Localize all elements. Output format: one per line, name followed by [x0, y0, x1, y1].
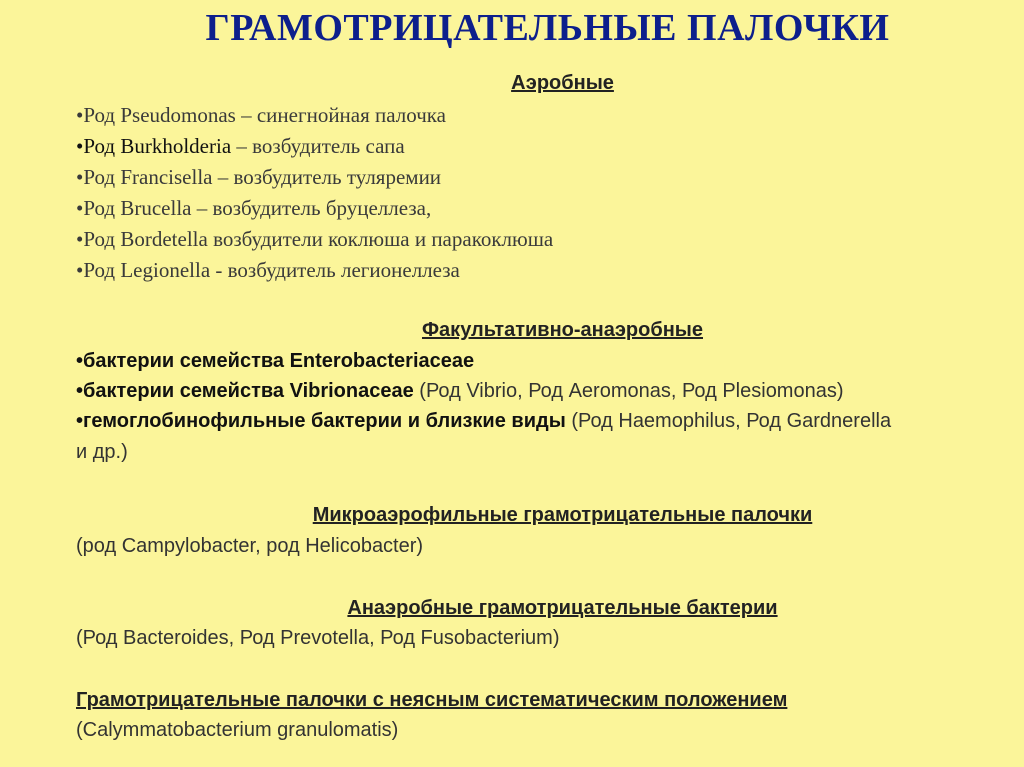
list-item-continuation: и др.): [76, 441, 128, 463]
list-item: •Род Pseudomonas – синегнойная палочка: [76, 103, 446, 127]
list-item: •Род Legionella - возбудитель легионеллеза: [76, 258, 460, 282]
section-text-uncertain: (Calymmatobacterium granulomatis): [76, 719, 399, 741]
section-heading-microaerophilic: Микроаэрофильные грамотрицательные палочки: [312, 504, 813, 526]
section-heading-anaerobic: Анаэробные грамотрицательные бактерии: [347, 597, 778, 619]
list-item: •Род Brucella – возбудитель бруцеллеза,: [76, 196, 432, 220]
list-item: •бактерии семейства Enterobacteriaceae: [76, 350, 475, 372]
list-item: •Род Burkholderia – возбудитель сапа: [76, 134, 405, 158]
section-text-anaerobic: (Род Bacteroides, Род Prevotella, Род Fusobacterium): [76, 627, 560, 649]
section-text-microaerophilic: (род Campylobacter, род Helicobacter): [76, 535, 424, 557]
list-item: •Род Bordetella возбудители коклюша и паракоклюша: [76, 227, 554, 251]
section-heading-uncertain: Грамотрицательные палочки с неясным систематическим положением: [76, 689, 788, 711]
section-heading-facultative: Факультативно-анаэробные: [421, 319, 703, 341]
list-item: •бактерии семейства Vibrionaceae (Род Vibrio, Род Aeromonas, Род Plesiomonas): [76, 380, 844, 402]
section-heading-aerobic: Аэробные: [511, 72, 614, 94]
list-item: •Род Francisella – возбудитель туляремии: [76, 165, 442, 189]
list-item: •гемоглобинофильные бактерии и близкие виды (Род Haemophilus, Род Gardnerella: [76, 410, 892, 432]
slide-title: ГРАМОТРИЦАТЕЛЬНЫЕ ПАЛОЧКИ: [205, 7, 890, 49]
